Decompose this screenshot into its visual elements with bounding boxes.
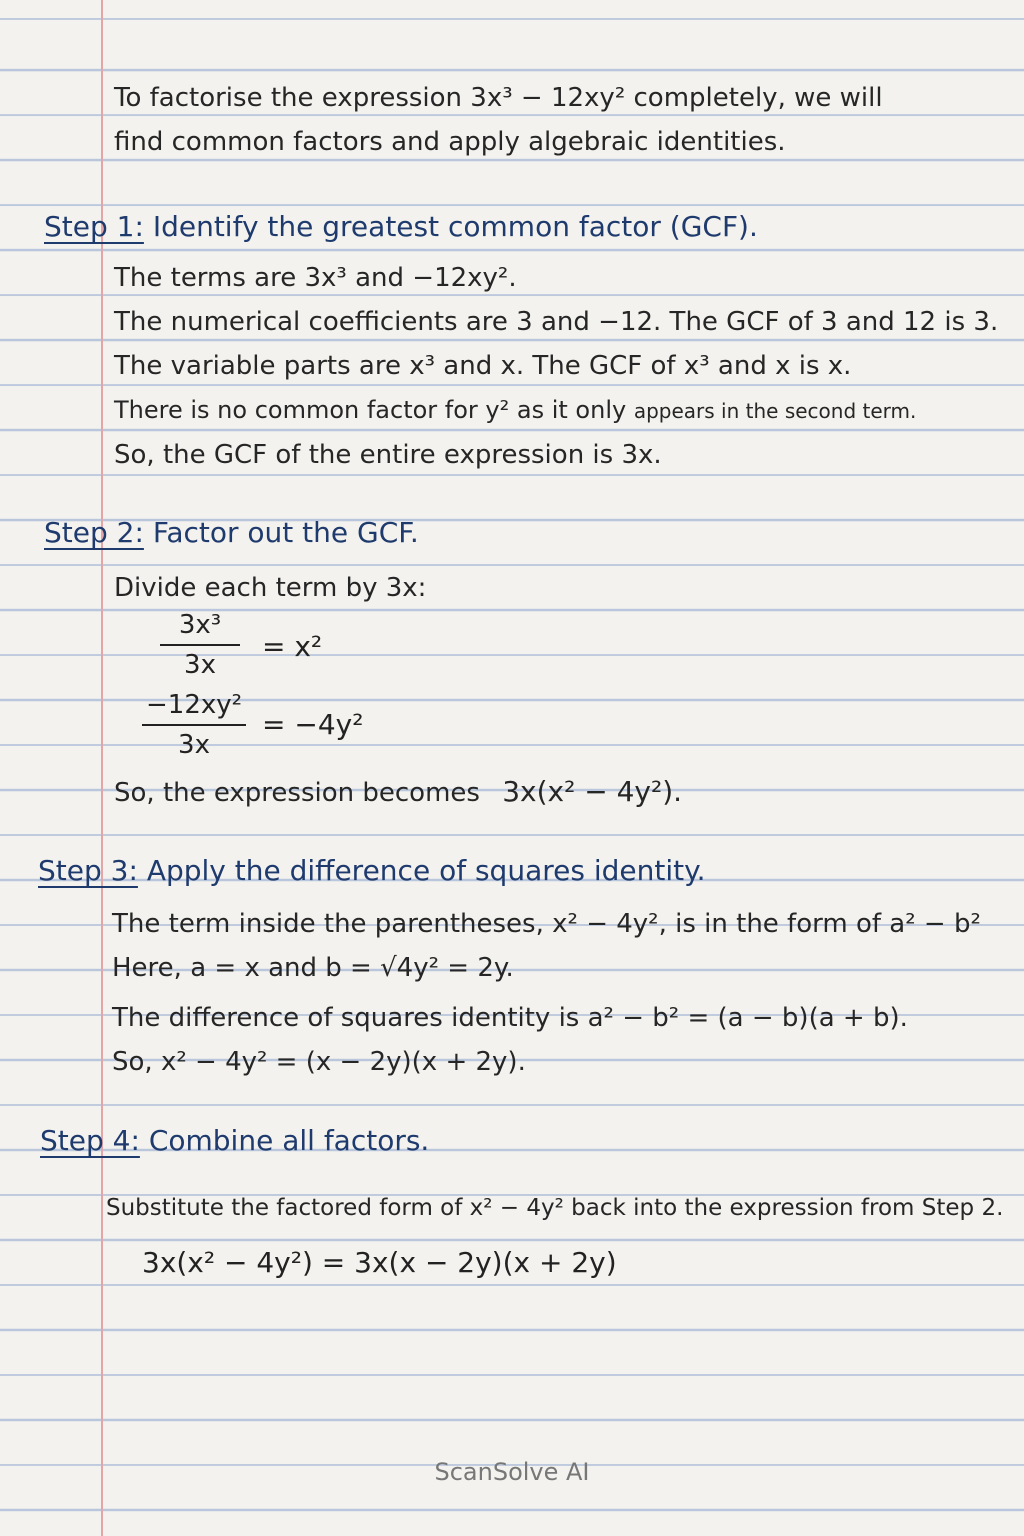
step-3-line: So, x² − 4y² = (x − 2y)(x + 2y). bbox=[112, 1047, 526, 1077]
step-2-divide-line: Divide each term by 3x: bbox=[114, 573, 427, 603]
step-3-line: The term inside the parentheses, x² − 4y², is in the form of a² − b² bbox=[112, 909, 981, 939]
step-3-line: The difference of squares identity is a² − b² = (a − b)(a + b). bbox=[112, 1003, 908, 1033]
step-1-title: Identify the greatest common factor (GCF). bbox=[152, 210, 758, 243]
fraction-1-result: = x² bbox=[262, 630, 323, 663]
step-3-heading bbox=[38, 854, 706, 887]
step-1-line: The variable parts are x³ and x. The GCF of x³ and x is x. bbox=[114, 351, 852, 381]
fraction-1-numerator: 3x³ bbox=[178, 610, 222, 640]
step-2-title: Factor out the GCF. bbox=[152, 516, 419, 549]
step-3-title: Apply the difference of squares identity. bbox=[146, 854, 706, 887]
step-4-label: Step 4: bbox=[40, 1124, 140, 1157]
footer-brand: ScanSolve AI bbox=[434, 1458, 590, 1486]
step-3-label: Step 3: bbox=[38, 854, 138, 887]
step-4-title: Combine all factors. bbox=[148, 1124, 430, 1157]
step-2-heading bbox=[44, 516, 419, 549]
intro-line-1: To factorise the expression 3x³ − 12xy² completely, we will bbox=[114, 83, 883, 113]
step-1-heading bbox=[44, 210, 758, 243]
fraction-2-numerator: −12xy² bbox=[146, 690, 243, 720]
step-3-line: Here, a = x and b = √4y² = 2y. bbox=[112, 953, 514, 983]
step-2-label: Step 2: bbox=[44, 516, 144, 549]
step-1-line: The terms are 3x³ and −12xy². bbox=[114, 263, 517, 293]
step-2-conclusion: So, the expression becomes 3x(x² − 4y²). bbox=[114, 775, 683, 808]
step-4-substitute-line: Substitute the factored form of x² − 4y² back into the expression from Step 2. bbox=[106, 1195, 1004, 1221]
step-1-label: Step 1: bbox=[44, 210, 144, 243]
fraction-2-result: = −4y² bbox=[262, 708, 364, 741]
fraction-2 bbox=[142, 690, 246, 760]
step-4-heading bbox=[40, 1124, 429, 1157]
intro-line-2: find common factors and apply algebraic identities. bbox=[114, 127, 786, 157]
step-1-line: There is no common factor for y² as it only appears in the second term. bbox=[114, 396, 917, 424]
step-1-body bbox=[114, 256, 998, 477]
final-answer: 3x(x² − 4y²) = 3x(x − 2y)(x + 2y) bbox=[142, 1246, 617, 1279]
fraction-1-denominator: 3x bbox=[160, 644, 240, 680]
step-1-line: The numerical coefficients are 3 and −12. The GCF of 3 and 12 is 3. bbox=[114, 307, 999, 337]
intro-paragraph bbox=[114, 76, 883, 164]
fraction-2-denominator: 3x bbox=[142, 724, 246, 760]
fraction-1 bbox=[160, 610, 240, 680]
step-1-line: So, the GCF of the entire expression is 3x. bbox=[114, 440, 662, 470]
step-3-body bbox=[112, 902, 981, 1084]
